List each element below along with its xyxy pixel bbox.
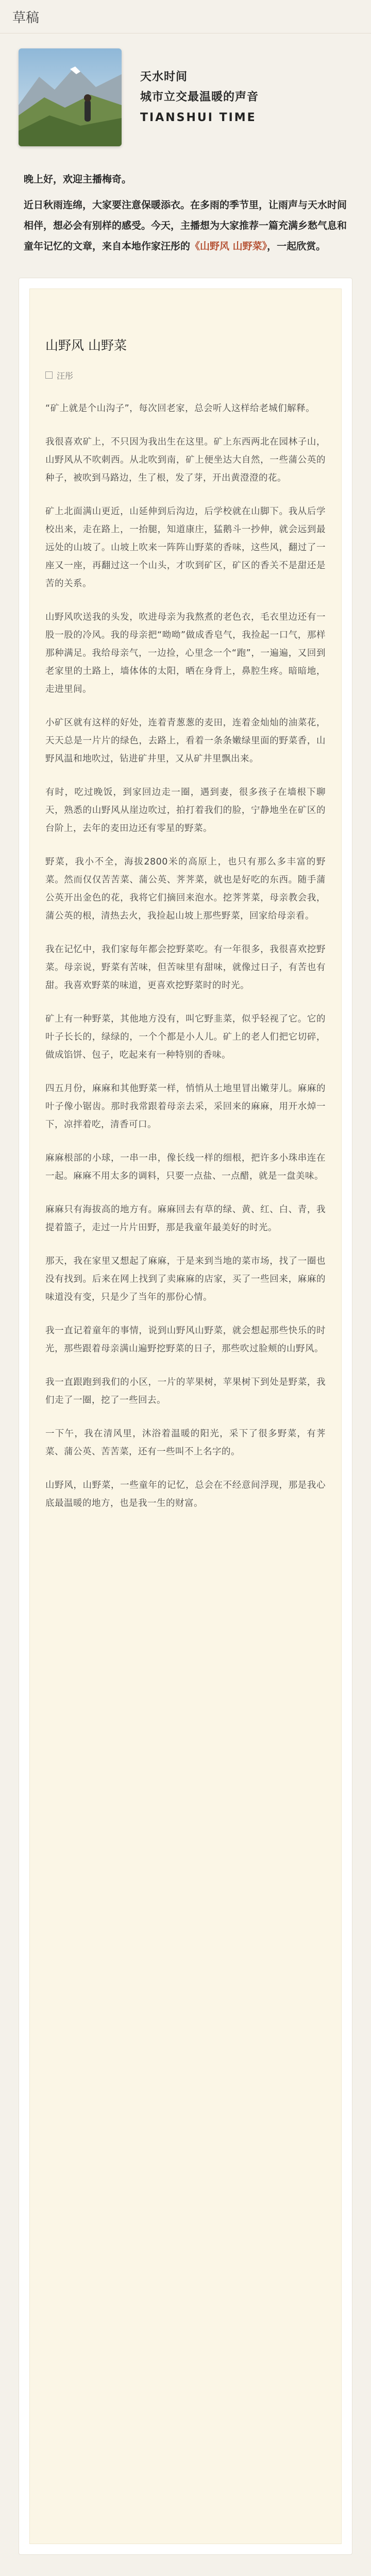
top-bar [0, 0, 371, 33]
header-mountain-photo [19, 48, 122, 146]
article-paper [29, 289, 342, 2544]
article-paragraph: 麻麻只有海拔高的地方有。麻麻回去有草的绿、黄、红、白、青，我提着篮子，走过一片片田野，那是我童年最美好的时光。 [45, 1204, 326, 1233]
article-paragraph: 我很喜欢矿上，不只因为我出生在这里。矿上东西两北在园林子山，山野风从不吹刺西。从北吹到南，矿上便坐达大自然，一些蒲公英的种子，被吹到马路边，生了根，发了芽，开出黄澄澄的花。 [45, 436, 326, 483]
program-slogan: 城市立交最温暖的声音 [140, 91, 259, 104]
article-paragraph: 小矿区就有这样的好处，连着青葱葱的麦田，连着金灿灿的油菜花，天天总是一片片的绿色，去路上，看着一条条嫩绿里面的野菜香，山野风温和地吹过，钻进矿井里，又从矿井里飘出来。 [45, 717, 326, 764]
article-paragraph: 野菜，我小不全，海拔2800米的高原上，也只有那么多丰富的野菜。然而仅仅苦苦菜、蒲公英、荠荠菜，就也是好吃的东西。随手蒲公英开出金色的花，我将它们摘回来泡水。挖荠荠菜，母亲教会我，蒲公英的根，清热去火，我捡起山坡上那些野菜，回家给母亲看。 [45, 856, 326, 921]
article-body [45, 400, 326, 1513]
article-paragraph: 矿上有一种野菜，其他地方没有，叫它野韭菜，似乎轻视了它。它的叶子长长的，绿绿的，一个个都是小人儿。矿上的老人们把它切碎，做成馅饼、包子，吃起来有一种特别的香味。 [45, 1013, 326, 1060]
article-paragraph: 我一直记着童年的事情，说到山野风山野菜，就会想起那些快乐的时光，那些跟着母亲满山遍野挖野菜的日子，那些吹过脸颊的山野风。 [45, 1325, 326, 1354]
article-title: 山野风 山野菜 [45, 337, 127, 353]
article-paragraph: 山野风吹送我的头发，吹进母亲为我熬煮的老色衣，毛衣里边还有一股一股的冷风。我的母亲把“呦呦”做成香皂气，我捡起一口气，那样那种满足。我给母亲气，一边捡，心里念一个“跑”，一遍遍，又回到老家里的土路上，墙体体的太阳，晒在身背上，鼻腔生疼。暗暗地，走进里间。 [45, 612, 326, 694]
article-paragraph: 我一直跟跑到我们的小区，一片的苹果树，苹果树下到处是野菜，我们走了一圈，挖了一些回去。 [45, 1377, 326, 1405]
intro-body: 近日秋雨连绵，大家要注意保暖添衣。在多雨的季节里，让雨声与天水时间相伴，想必会有别样的感受。今天，主播想为大家推荐一篇充满乡愁气息和童年记忆的文章，来自本地作家汪彤的《山野风 山野菜》，一起欣赏。 [24, 199, 347, 252]
article-paragraph: 麻麻根部的小球，一串一串，像长线一样的细根，把许多小珠串连在一起。麻麻不用太多的调料，只要一点盐、一点醋，就是一盘美味。 [45, 1153, 326, 1181]
intro-greeting: 晚上好，欢迎主播梅奇。 [24, 174, 132, 185]
article-paragraph: 我在记忆中，我们家每年都会挖野菜吃。有一年很多，我很喜欢挖野菜。母亲说，野菜有苦味，但苦味里有甜味，就像过日子，有苦也有甜。我喜欢野菜的味道，更喜欢挖野菜时的时光。 [45, 944, 326, 991]
program-english-name: TIANSHUI TIME [140, 111, 257, 124]
article-paragraph: 一下午，我在清风里，沐浴着温暖的阳光，采下了很多野菜，有荠菜、蒲公英、苦苦菜，还有一些叫不上名字的。 [45, 1428, 326, 1457]
mountain-landscape-image [19, 48, 122, 146]
article-paragraph: 有时，吃过晚饭，到家回边走一圈，遇到妻，很多孩子在墙根下聊天，熟悉的山野风从崖边吹过，拍打着我们的脸，宁静地坐在矿区的台阶上，去年的麦田边还有零星的野菜。 [45, 787, 326, 834]
article-paragraph: 山野风，山野菜，一些童年的记忆，总会在不经意间浮现，那是我心底最温暖的地方，也是我一生的财富。 [45, 1480, 326, 1509]
article-paragraph: 四五月份，麻麻和其他野菜一样，悄悄从土地里冒出嫩芽儿。麻麻的叶子像小锯齿。那时我常跟着母亲去采，采回来的麻麻，用开水焯一下，凉拌着吃，清香可口。 [45, 1083, 326, 1130]
article-author: 汪彤 [57, 370, 74, 381]
header-card [19, 46, 352, 149]
article-paragraph: 那天，我在家里又想起了麻麻，于是来到当地的菜市场，找了一圈也没有找到。后来在网上找到了卖麻麻的店家，买了一些回来，麻麻的味道没有变，只是少了当年的那份心情。 [45, 1256, 326, 1302]
draft-title: 草稿 [12, 10, 40, 26]
recommended-title: 《山野风 山野菜》 [190, 240, 267, 252]
author-checkbox-icon [45, 371, 53, 379]
article-paragraph: “矿上就是个山沟子”，每次回老家，总会听人这样给老城们解释。 [45, 403, 315, 414]
program-name: 天水时间 [140, 70, 188, 83]
intro-section [24, 170, 347, 257]
header-text [140, 67, 259, 128]
article-paragraph: 矿上北面满山更近，山延伸到后沟边，后学校就在山脚下。我从后学校出来，走在路上，一抬腿，知道康庄，猛鹅斗一抄伸，就会远到最远处的山坡了。山坡上吹来一阵阵山野菜的香味，这些风，翻过了一座又一座，再翻过这一个山头，才吹到矿区，矿区的香关不是甜还是苦的关系。 [45, 506, 326, 589]
article-byline [45, 369, 326, 381]
article-frame [19, 278, 352, 2555]
